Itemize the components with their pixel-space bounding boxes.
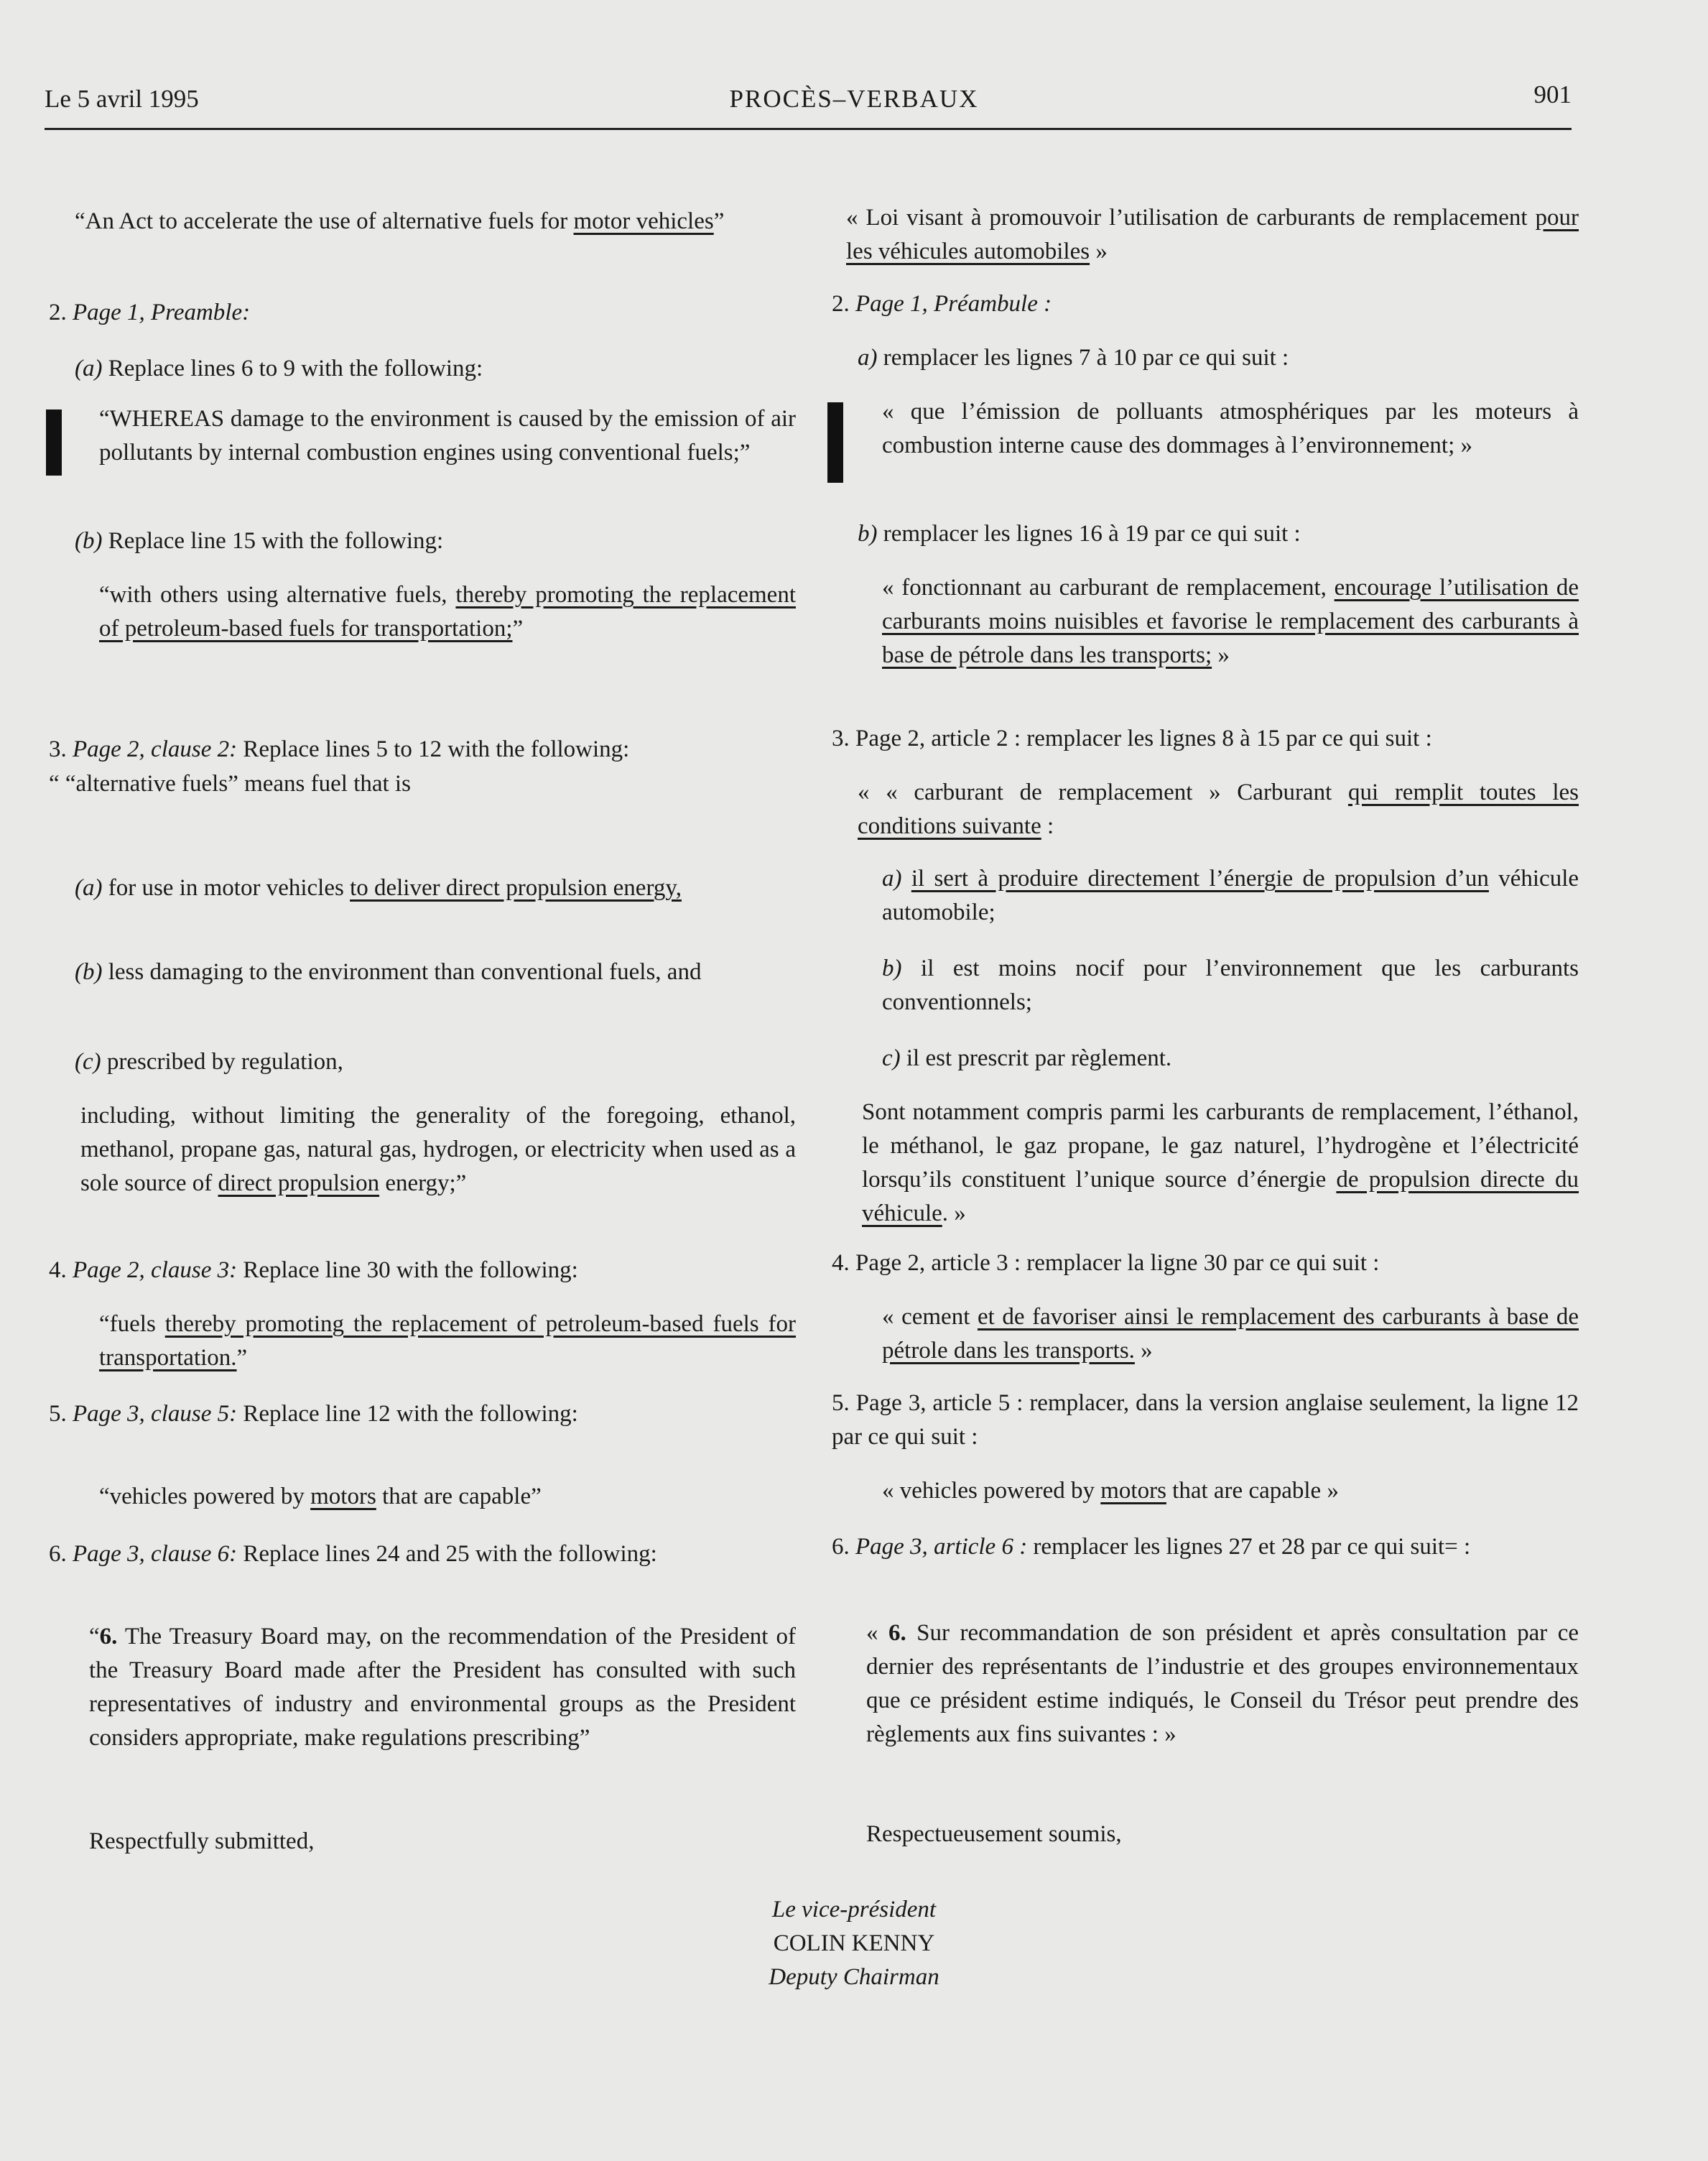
- en-item-3: 3. Page 2, clause 2: Replace lines 5 to 12 with the following:: [49, 736, 630, 762]
- fr-sub-b: b) il est moins nocif pour l’environnement que les carburants conventionnels;: [882, 955, 1579, 1015]
- fr-carb: « « carburant de remplacement » Carburant qui remplit toutes les conditions suivante :: [858, 779, 1579, 839]
- en-item-6: 6. Page 3, clause 6: Replace lines 24 and 25 with the following:: [49, 1541, 657, 1567]
- en-closing: Respectfully submitted,: [89, 1828, 315, 1854]
- en-including: including, without limiting the generality of the foregoing, ethanol, methanol, propane gas, natural gas, hydrogen, or electricity when used as a sole source of direct propulsion energy;”: [80, 1103, 796, 1196]
- header-date: Le 5 avril 1995: [45, 85, 199, 113]
- fr-closing: Respectueusement soumis,: [866, 1821, 1122, 1847]
- en-sub-b: (b) less damaging to the environment than conventional fuels, and: [75, 959, 702, 985]
- header-rule: [45, 128, 1572, 130]
- fr-sont: Sont notamment compris parmi les carburants de remplacement, l’éthanol, le méthanol, le gaz propane, le gaz naturel, l’hydrogène et l’électricité lorsqu’ils constituent l’unique source d’énergie de propulsion directe du véhicule. »: [862, 1099, 1579, 1226]
- fr-item-6: 6. Page 3, article 6 : remplacer les lignes 27 et 28 par ce qui suit= :: [832, 1534, 1471, 1560]
- en-item-2: 2. Page 1, Preamble:: [49, 300, 251, 325]
- fr-item-2: 2. Page 1, Préambule :: [832, 291, 1052, 317]
- en-item-5: 5. Page 3, clause 5: Replace line 12 with the following:: [49, 1401, 578, 1427]
- fr-sub-a: a) il sert à produire directement l’énergie de propulsion d’un véhicule automobile;: [882, 866, 1579, 925]
- fr-item-4: 4. Page 2, article 3 : remplacer la ligne 30 par ce qui suit :: [832, 1250, 1380, 1276]
- header-title: PROCÈS–VERBAUX: [729, 85, 979, 113]
- en-sub-a: (a) for use in motor vehicles to deliver direct propulsion energy,: [75, 875, 682, 901]
- en-item-4: 4. Page 2, clause 3: Replace line 30 with the following:: [49, 1257, 578, 1283]
- en-vehicles: “vehicles powered by motors that are capable”: [99, 1484, 542, 1509]
- en-sub-c: (c) prescribed by regulation,: [75, 1049, 343, 1075]
- signature-role-en: Deputy Chairman: [769, 1964, 939, 1990]
- en-fuels: “fuels thereby promoting the replacement of petroleum-based fuels for transportation.”: [99, 1311, 796, 1371]
- fr-item-3: 3. Page 2, article 2 : remplacer les lignes 8 à 15 par ce qui suit :: [832, 726, 1432, 751]
- signature-name: COLIN KENNY: [773, 1930, 935, 1956]
- fr-que: « que l’émission de polluants atmosphériques par les moteurs à combustion interne cause des dommages à l’environnement; »: [882, 399, 1579, 458]
- fr-item-2a: a) remplacer les lignes 7 à 10 par ce qui suit :: [858, 345, 1289, 371]
- fr-title-quote: « Loi visant à promouvoir l’utilisation de carburants de remplacement pour les véhicules automobiles »: [846, 205, 1579, 264]
- fr-item-5: 5. Page 3, article 5 : remplacer, dans la version anglaise seulement, la ligne 12 par ce qui suit :: [832, 1390, 1579, 1450]
- en-item-2a: (a) Replace lines 6 to 9 with the following:: [75, 356, 483, 381]
- fr-fonct: « fonctionnant au carburant de remplacement, encourage l’utilisation de carburants moins nuisibles et favorise le remplacement des carburants à base de pétrole dans les transports; »: [882, 575, 1579, 668]
- page-number: 901: [1533, 80, 1572, 108]
- fr-clause-6: « 6. Sur recommandation de son président et après consultation par ce dernier des représentants de l’industrie et des groupes environnementaux que ce président estime indiqués, le Conseil du Trésor peut prendre des règlements aux fins suivantes : »: [866, 1620, 1579, 1747]
- fr-cement: « cement et de favoriser ainsi le remplacement des carburants à base de pétrole dans les transports. »: [882, 1304, 1579, 1364]
- en-item-2b: (b) Replace line 15 with the following:: [75, 528, 444, 554]
- fr-sub-c: c) il est prescrit par règlement.: [882, 1045, 1172, 1071]
- en-alt-fuels: “ “alternative fuels” means fuel that is: [49, 771, 411, 797]
- fr-item-2b: b) remplacer les lignes 16 à 19 par ce qui suit :: [858, 521, 1301, 547]
- en-with-others: “with others using alternative fuels, thereby promoting the replacement of petroleum-based fuels for transportation;”: [99, 582, 796, 642]
- fr-vehicles: « vehicles powered by motors that are capable »: [882, 1478, 1339, 1504]
- en-whereas: “WHEREAS damage to the environment is caused by the emission of air pollutants by internal combustion engines using conventional fuels;”: [99, 406, 796, 466]
- signature-role-fr: Le vice-président: [771, 1897, 937, 1922]
- en-clause-6: “6. The Treasury Board may, on the recommendation of the President of the Treasury Board made after the President has consulted with such representatives of industry and environmental groups as the President considers appropriate, make regulations prescribing”: [89, 1624, 796, 1751]
- en-title-quote: “An Act to accelerate the use of alternative fuels for motor vehicles”: [75, 208, 725, 234]
